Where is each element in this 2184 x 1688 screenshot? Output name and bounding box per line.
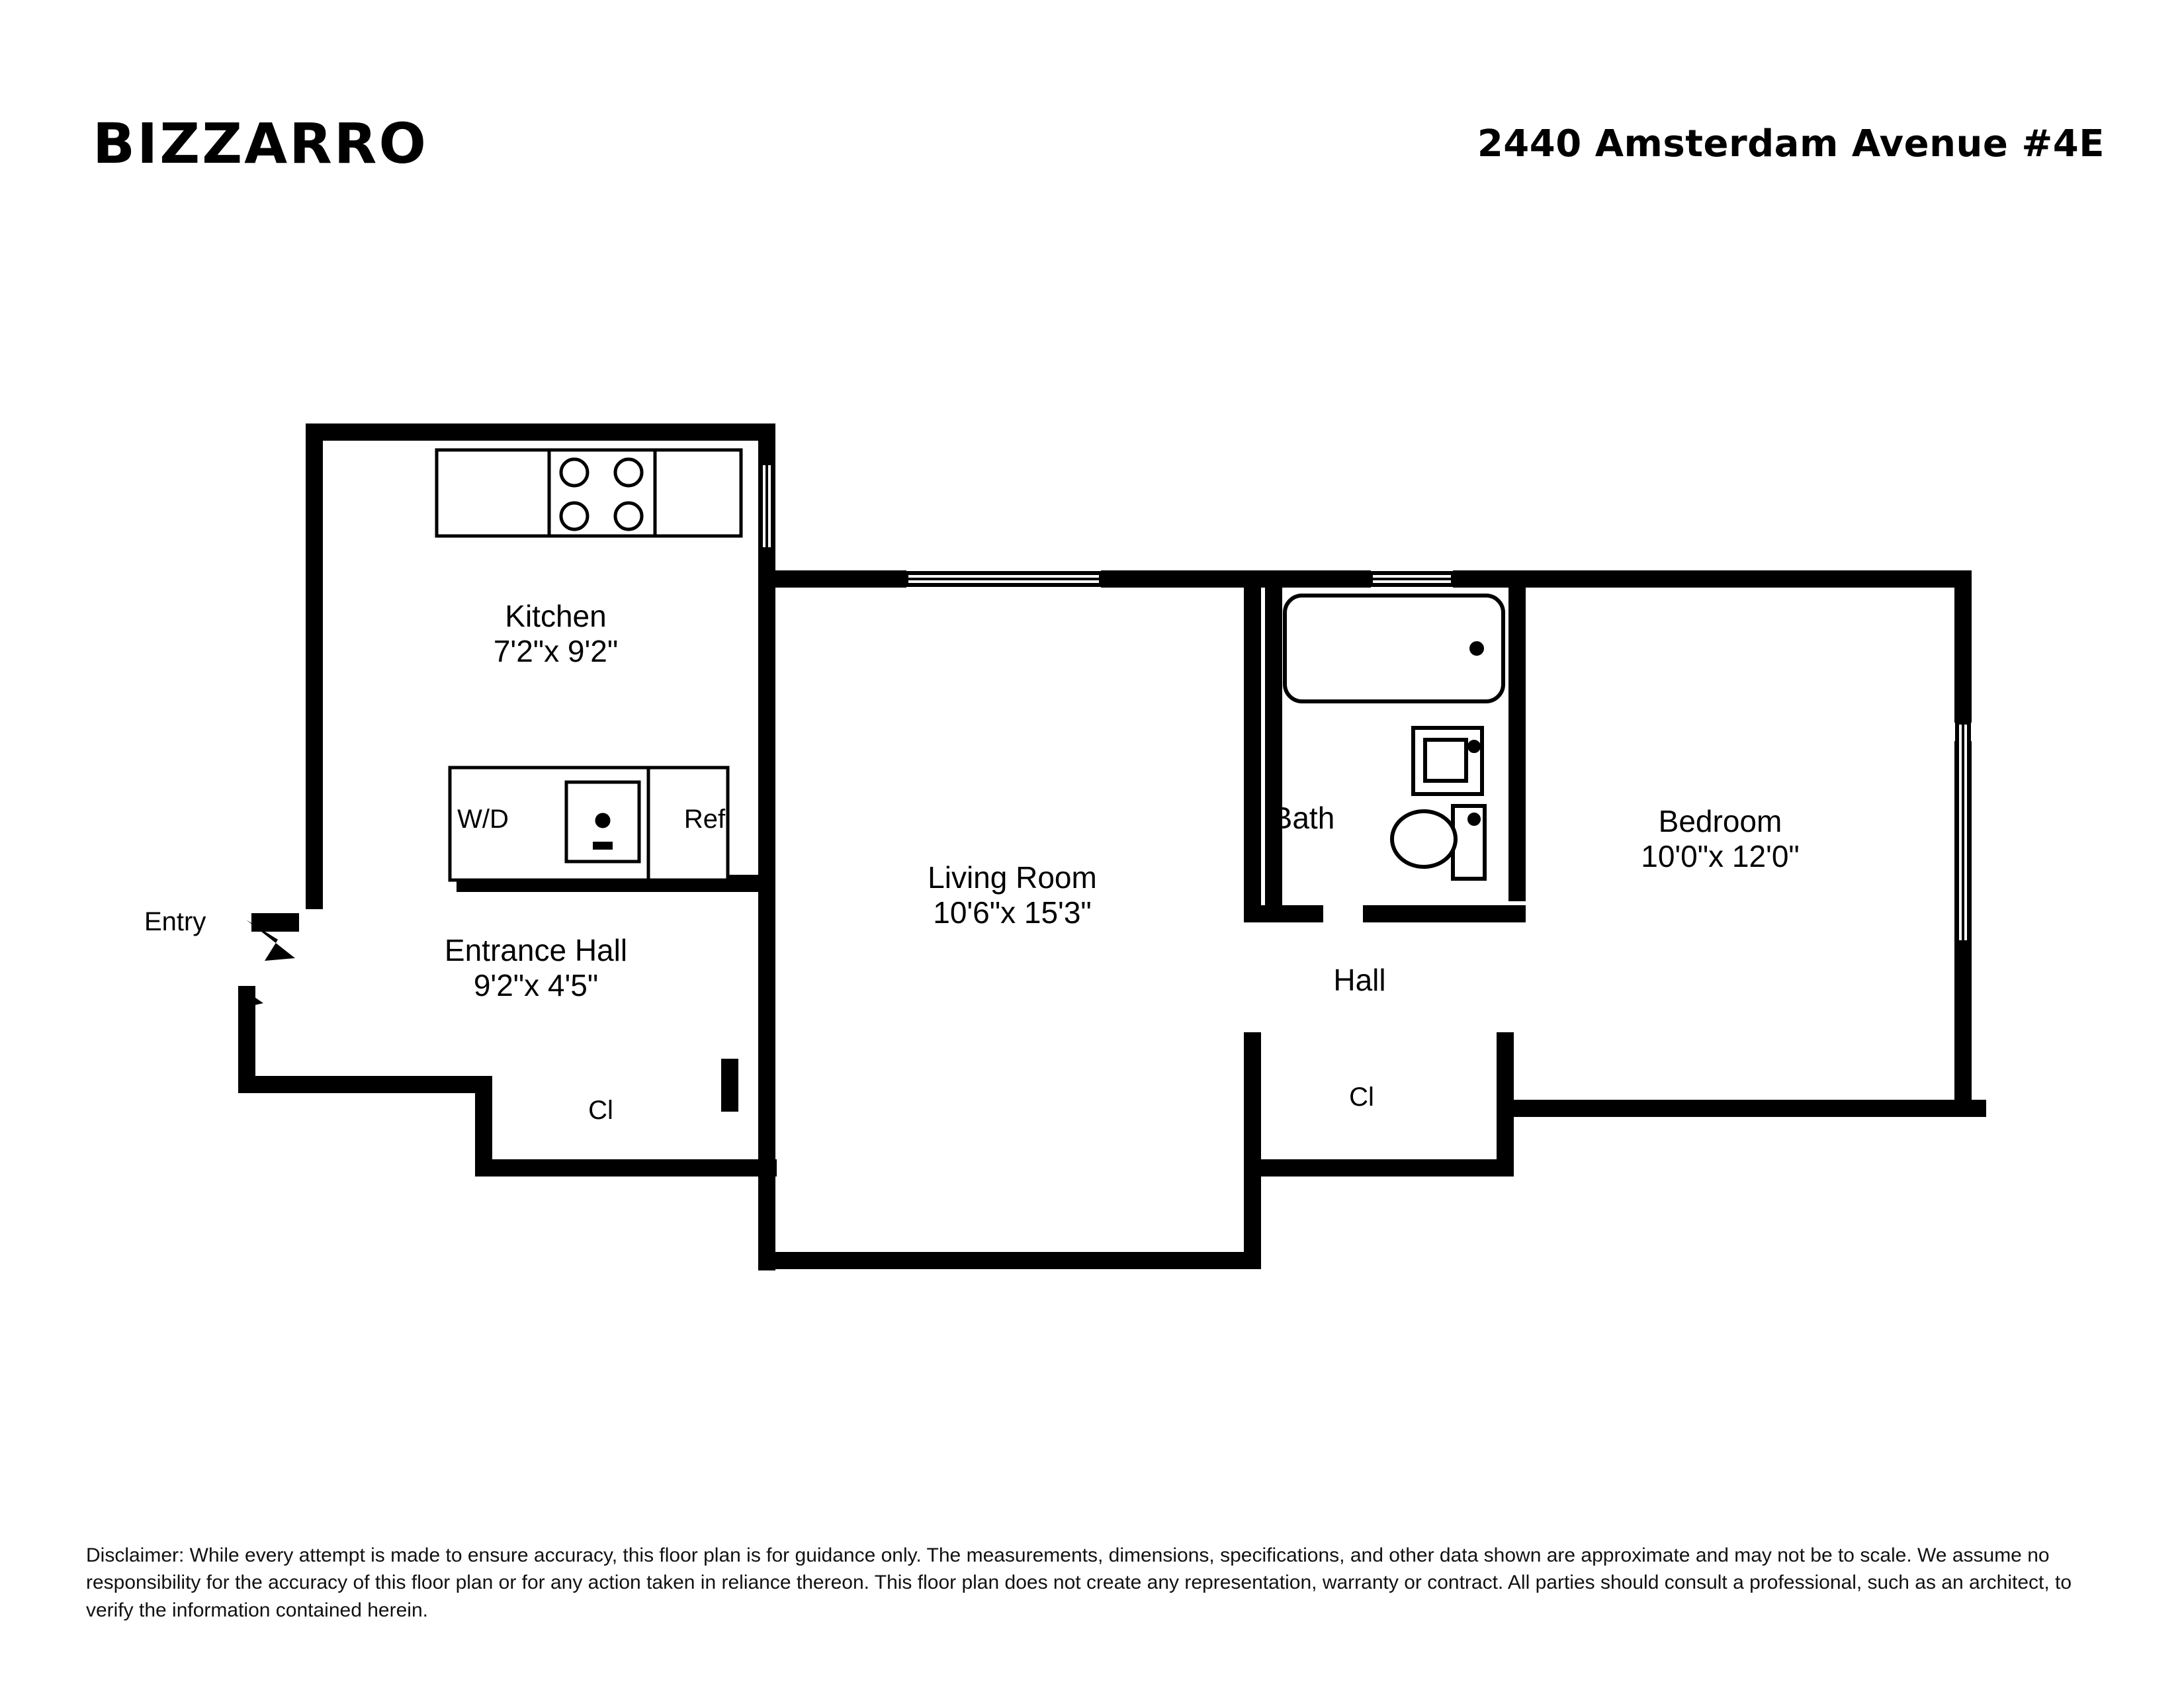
room-label-living-room xyxy=(880,860,1145,930)
property-address: 2440 Amsterdam Avenue #4E xyxy=(1477,122,2105,165)
room-dimensions: 10'6"x 15'3" xyxy=(933,895,1092,930)
room-name: Living Room xyxy=(928,860,1097,895)
toilet-icon xyxy=(1392,806,1485,879)
room-name: Bedroom xyxy=(1658,804,1782,838)
room-name: Hall xyxy=(1333,963,1386,997)
disclaimer-text: Disclaimer: While every attempt is made to ensure accuracy, this floor plan is for guidance only. The measurements, dimensions, specifications, and other data shown are approximate and may not be to scale. We assume no responsibility for the accuracy of this floor plan or for any action taken in reliance thereon. This floor plan does not create any representation, warranty or contract. All parties should consult a professional, such as an architect, to verify the information contained herein. xyxy=(86,1544,2072,1621)
sink-icon xyxy=(566,782,639,862)
room-dimensions: 9'2"x 4'5" xyxy=(473,967,599,1002)
room-label-bath xyxy=(1231,801,1376,836)
brand-logo: BIZZARRO xyxy=(93,111,428,176)
room-label-bedroom xyxy=(1535,804,1905,874)
fixture-label-washer-dryer: W/D xyxy=(457,805,509,834)
room-label-entrance-hall xyxy=(397,933,675,1003)
room-label-hall xyxy=(1287,963,1432,998)
entry-label: Entry xyxy=(144,907,206,936)
room-label-kitchen xyxy=(423,599,688,669)
fixture-label-refrigerator: Ref xyxy=(683,805,726,834)
room-name: Entrance Hall xyxy=(444,933,628,967)
room-name: Kitchen xyxy=(505,599,607,633)
closet-label-entrance-hall: Cl xyxy=(588,1096,613,1125)
room-dimensions: 7'2"x 9'2" xyxy=(493,633,619,668)
bath-fixtures xyxy=(1285,596,1503,879)
room-dimensions: 10'0"x 12'0" xyxy=(1641,838,1800,873)
room-name: Bath xyxy=(1272,801,1335,835)
closet-label-hall: Cl xyxy=(1349,1083,1374,1112)
